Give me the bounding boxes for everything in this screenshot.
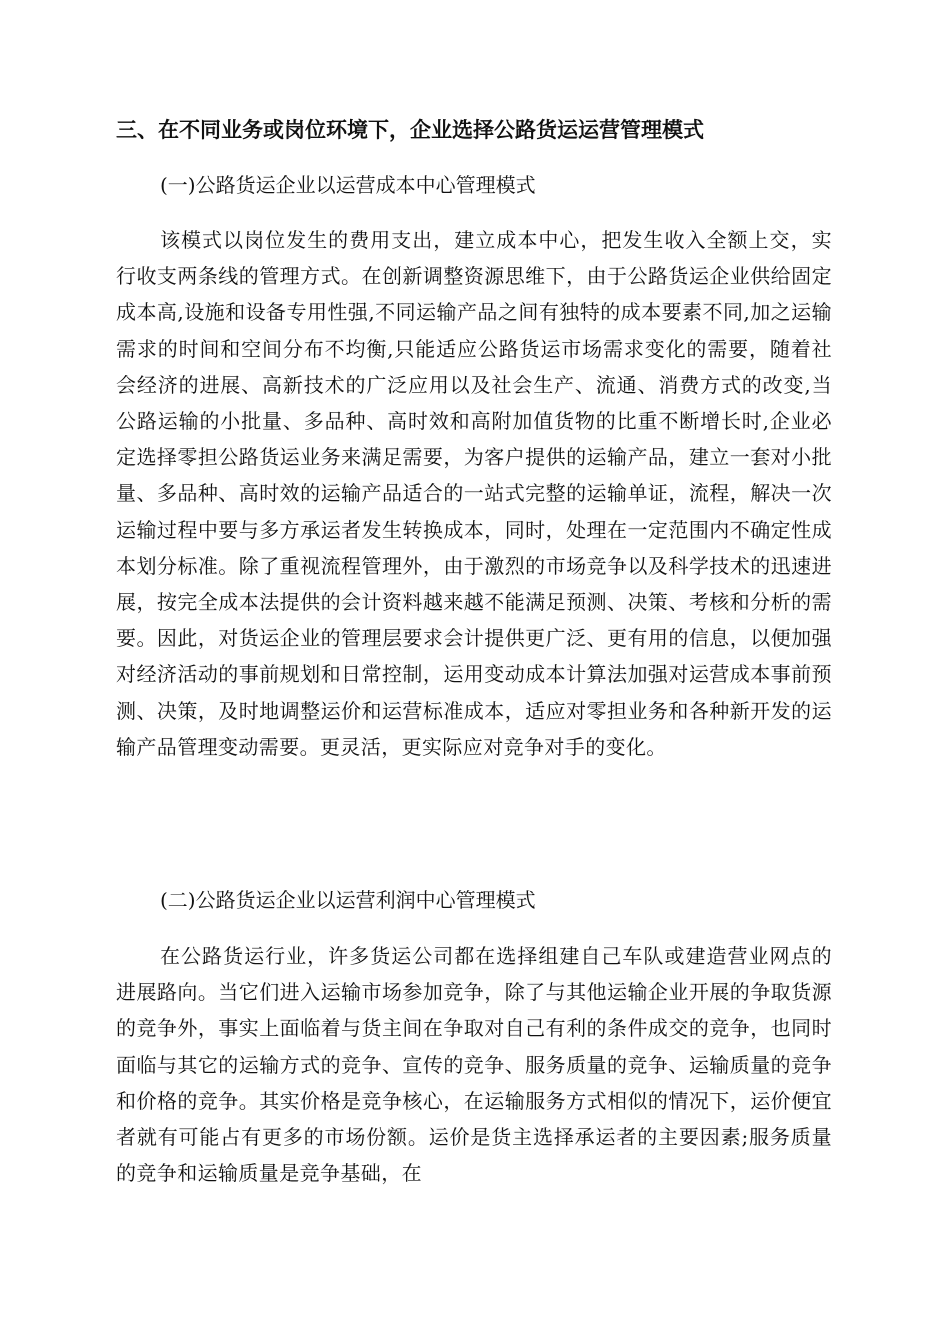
subsection-body-2: 在公路货运行业，许多货运公司都在选择组建自己车队或建造营业网点的进展路向。当它们进入运输市场参加竞争，除了与其他运输企业开展的争取货源的竞争外，事实上面临着与货主间在争取对自己有利的条件成交的竞争，也同时面临与其它的运输方式的竞争、宣传的竞争、服务质量的竞争、运输质量的竞争和价格的竞争。其实价格是竞争核心，在运输服务方式相似的情况下，运价便宜者就有可能占有更多的市场份额。运价是货主选择承运者的主要因素;服务质量的竞争和运输质量是竞争基础，在 [116, 944, 832, 1186]
subsection-title-2: (二)公路货运企业以运营利润中心管理模式 [160, 888, 536, 912]
section-heading: 三、在不同业务或岗位环境下，企业选择公路货运运营管理模式 [116, 118, 704, 142]
subsection-body-1: 该模式以岗位发生的费用支出，建立成本中心，把发生收入全额上交，实行收支两条线的管理方式。在创新调整资源思维下，由于公路货运企业供给固定成本高,设施和设备专用性强,不同运输产品之间有独特的成本要素不同,加之运输需求的时间和空间分布不均衡,只能适应公路货运市场需求变化的需要，随着社会经济的进展、高新技术的广泛应用以及社会生产、流通、消费方式的改变,当公路运输的小批量、多品种、高时效和高附加值货物的比重不断增长时,企业必定选择零担公路货运业务来满足需要，为客户提供的运输产品，建立一套对小批量、多品种、高时效的运输产品适合的一站式完整的运输单证，流程，解决一次运输过程中要与多方承运者发生转换成本，同时，处理在一定范围内不确定性成本划分标准。除了重视流程管理外，由于激烈的市场竞争以及科学技术的迅速进展，按完全成本法提供的会计资料越来越不能满足预测、决策、考核和分析的需要。因此，对货运企业的管理层要求会计提供更广泛、更有用的信息，以便加强对经济活动的事前规划和日常控制，运用变动成本计算法加强对运营成本事前预测、决策，及时地调整运价和运营标准成本，适应对零担业务和各种新开发的运输产品管理变动需要。更灵活，更实际应对竞争对手的变化。 [116, 228, 832, 759]
subsection-title-1: (一)公路货运企业以运营成本中心管理模式 [160, 173, 536, 197]
